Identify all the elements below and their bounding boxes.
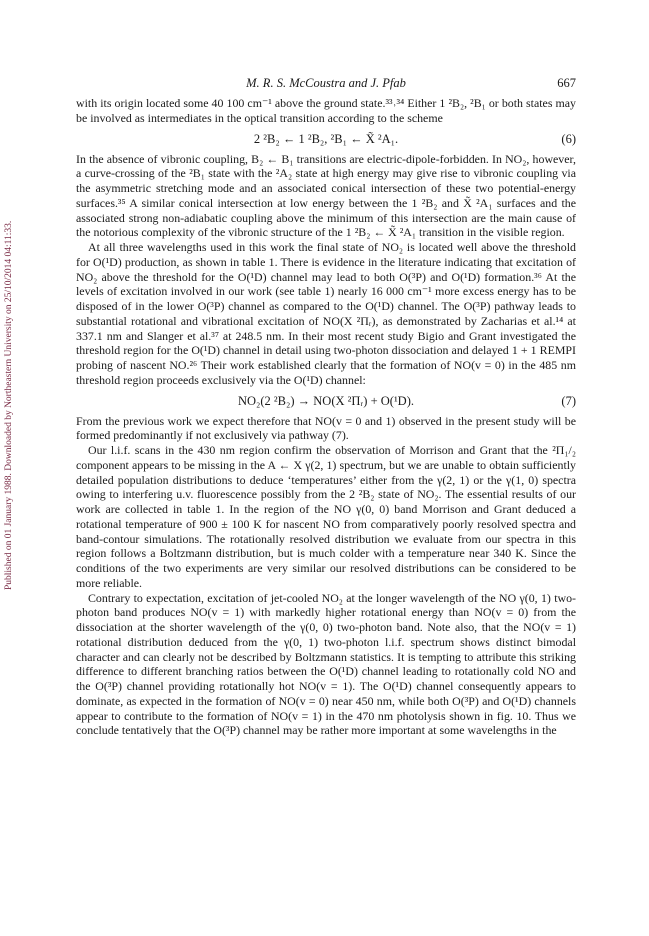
equation-6 [76,126,576,152]
page-number: 667 [557,76,576,90]
paragraph-6: Contrary to expectation, excitation of jet-cooled NO₂ at the longer wavelength of the NO γ(0, 1) two-photon band produces NO(v = 1) with markedly higher rotational energy than NO(v = 0) from the dissociation at the shorter wavelength of the γ(0, 0) two-photon band. Note also, that the NO(v = 1) rotational distribution deduced from the γ(0, 1) two-photon l.i.f. spectrum shows distinct bimodal character and can clearly not be described by Boltzmann statistics. It is tempting to attribute this striking difference to different branching ratios between the O(¹D) channel leading to rotationally cold NO and the O(³P) channel providing rotationally hot NO(v = 1). The O(¹D) channel consequently appears to dominate, as expected in the formation of NO(v = 0) near 450 nm, while both O(³P) and O(¹D) channels appear to contribute to the formation of NO(v = 1) in the 470 nm photolysis shown in fig. 10. Thus we conclude tentatively that the O(³P) channel may be rather more important at some wavelengths in the [76,590,576,738]
paragraph-2: In the absence of vibronic coupling, B₂ ← B₁ transitions are electric-dipole-forbidden. In NO₂, however, a curve-crossing of the ²B₁ state with the ²A₂ state at high energy may give rise to vibronic coupling via the asymmetric stretching mode and an associated conical intersection of these two potential-energy surfaces.³⁵ A similar conical intersection at low energy between the 1 ²B₂ and X̃ ²A₁ surfaces and the associated strong non-adiabatic coupling above the minimum of this intersection are the main cause of the notorious complexity of the vibronic structure of the 1 ²B₂ ← X̃ ²A₁ transition in the visible region. [76,151,576,240]
equation-6-text: 2 ²B₂ ← 1 ²B₂, ²B₁ ← X̃ ²A₁. [253,131,399,146]
body-text [76,96,576,738]
running-header [76,76,576,94]
equation-7 [76,388,576,414]
download-watermark: Published on 01 January 1988. Downloaded by Northeastern University on 25/10/2014 04:11:33. [4,220,14,590]
paragraph-5: Our l.i.f. scans in the 430 nm region confirm the observation of Morrison and Grant that the ²Π₁/₂ component appears to be missing in the A ← X γ(2, 1) spectrum, but we are unable to obtain sufficiently detailed population distributions to deduce ‘temperatures’ either from the γ(2, 1) or the γ(1, 0) spectra owing to interfering u.v. fluorescence possibly from the 2 ²B₂ state of NO₂. The essential results of our work are collected in table 1. In the region of the NO γ(0, 0) band Morrison and Grant deduced a rotational temperature of 900 ± 100 K for nascent NO from comparatively poorly resolved spectra and band-contour simulations. The rotationally resolved distribution we evaluate from our spectra in this region follows a Boltzmann distribution, but is much colder with a temperature near 340 K. Since the conditions of the two experiments are very similar our resolved distributions can be considered to be more reliable. [76,443,576,590]
paragraph-4: From the previous work we expect therefore that NO(v = 0 and 1) observed in the present study will be formed predominantly if not exclusively via pathway (7). [76,413,576,443]
equation-7-number: (7) [561,393,576,408]
paragraph-3: At all three wavelengths used in this work the final state of NO₂ is located well above the threshold for O(¹D) production, as shown in table 1. There is evidence in the literature indicating that excitation of NO₂ above the threshold for the O(¹D) channel may lead to both O(³P) and O(¹D) formation.³⁶ At the levels of excitation involved in our work (see table 1) nearly 16 000 cm⁻¹ more excess energy has to be disposed of in the lower O(³P) channel as compared to the O(¹D) channel. The O(³P) pathway leads to substantial rotational and vibrational excitation of NO(X ²Πᵣ), as demonstrated by Zacharias et al.¹⁴ at 337.1 nm and Slanger et al.³⁷ at 248.5 nm. In their most recent study Bigio and Grant investigated the threshold region for the O(¹D) channel in detail using two-photon dissociation and delayed 1 + 1 REMPI probing of nascent NO.²⁶ Their work established clearly that the formation of NO(v = 0) in the 485 nm threshold region proceeds exclusively via the O(¹D) channel: [76,240,576,387]
equation-6-number: (6) [561,131,576,146]
equation-7-text: NO₂(2 ²B₂) → NO(X ²Πᵣ) + O(¹D). [237,393,415,408]
paragraph-1: with its origin located some 40 100 cm⁻¹ above the ground state.³³˒³⁴ Either 1 ²B₂, ²B₁ or both states may be involved as intermediates in the optical transition according to the scheme [76,96,576,125]
running-header-authors: M. R. S. McCoustra and J. Pfab [246,76,406,90]
